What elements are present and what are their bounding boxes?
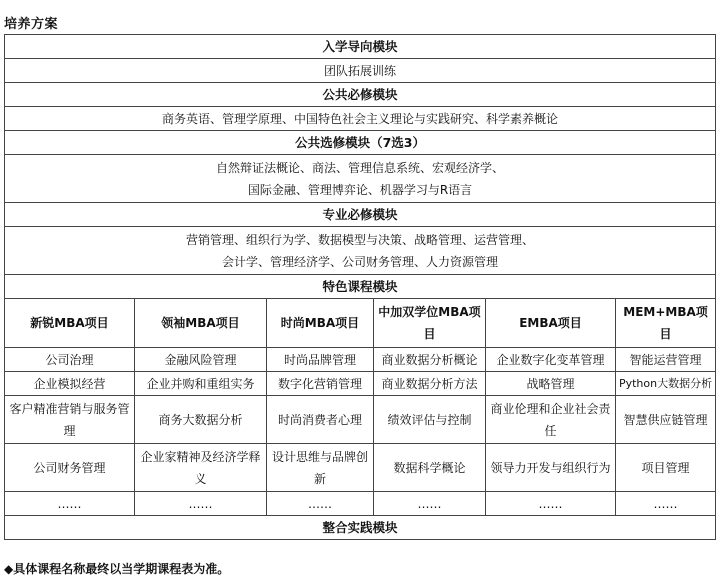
table-row	[5, 396, 716, 444]
major-line: 营销管理、组织行为学、数据模型与决策、战略管理、运营管理、	[186, 232, 535, 247]
major-module-content	[5, 227, 716, 275]
course-cell: 设计思维与品牌创新	[267, 444, 374, 492]
program-column-header: MEM+MBA项目	[616, 299, 716, 348]
curriculum-table	[4, 34, 716, 540]
course-cell: 企业家精神及经济学释义	[135, 444, 267, 492]
course-cell: 商业数据分析方法	[374, 372, 486, 396]
course-cell: 企业并购和重组实务	[135, 372, 267, 396]
course-cell: 战略管理	[486, 372, 616, 396]
elective-line: 国际金融、管理博弈论、机器学习与R语言	[247, 182, 473, 197]
course-cell: 商务大数据分析	[135, 396, 267, 444]
course-cell: 企业模拟经营	[5, 372, 135, 396]
orientation-module-title: 入学导向模块	[5, 35, 716, 59]
table-row	[5, 372, 716, 396]
course-cell: 商业伦理和企业社会责任	[486, 396, 616, 444]
page-title: 培养方案	[4, 17, 59, 32]
required-module-content: 商务英语、管理学原理、中国特色社会主义理论与实践研究、科学素养概论	[5, 107, 716, 131]
course-cell: 领导力开发与组织行为	[486, 444, 616, 492]
integration-module-title: 整合实践模块	[5, 516, 716, 540]
program-column-header: 新锐MBA项目	[5, 299, 135, 348]
table-row	[5, 348, 716, 372]
ellipsis-cell: ……	[135, 492, 267, 516]
elective-module-title: 公共选修模块（7选3）	[5, 131, 716, 155]
footnote: ◆具体课程名称最终以当学期课程表为准。	[4, 562, 230, 576]
orientation-module-content: 团队拓展训练	[5, 59, 716, 83]
course-cell: 公司治理	[5, 348, 135, 372]
course-cell: 项目管理	[616, 444, 716, 492]
table-row	[5, 492, 716, 516]
ellipsis-cell: ……	[267, 492, 374, 516]
ellipsis-cell: ……	[616, 492, 716, 516]
course-cell: 绩效评估与控制	[374, 396, 486, 444]
course-cell: 智能运营管理	[616, 348, 716, 372]
course-cell: Python大数据分析	[616, 372, 716, 396]
course-cell: 数字化营销管理	[267, 372, 374, 396]
program-column-header: EMBA项目	[486, 299, 616, 348]
course-cell: 客户精准营销与服务管理	[5, 396, 135, 444]
course-cell: 时尚品牌管理	[267, 348, 374, 372]
course-cell: 商业数据分析概论	[374, 348, 486, 372]
required-module-title: 公共必修模块	[5, 83, 716, 107]
program-column-header: 中加双学位MBA项目	[374, 299, 486, 348]
elective-line: 自然辩证法概论、商法、管理信息系统、宏观经济学、	[216, 160, 505, 175]
ellipsis-cell: ……	[374, 492, 486, 516]
major-module-title: 专业必修模块	[5, 203, 716, 227]
program-header-row	[5, 299, 716, 348]
course-cell: 公司财务管理	[5, 444, 135, 492]
course-cell: 智慧供应链管理	[616, 396, 716, 444]
major-line: 会计学、管理经济学、公司财务管理、人力资源管理	[222, 254, 499, 269]
ellipsis-cell: ……	[5, 492, 135, 516]
course-cell: 企业数字化变革管理	[486, 348, 616, 372]
ellipsis-cell: ……	[486, 492, 616, 516]
program-column-header: 领袖MBA项目	[135, 299, 267, 348]
course-cell: 金融风险管理	[135, 348, 267, 372]
course-cell: 时尚消费者心理	[267, 396, 374, 444]
featured-module-title: 特色课程模块	[5, 275, 716, 299]
table-row	[5, 444, 716, 492]
elective-module-content	[5, 155, 716, 203]
course-cell: 数据科学概论	[374, 444, 486, 492]
program-column-header: 时尚MBA项目	[267, 299, 374, 348]
